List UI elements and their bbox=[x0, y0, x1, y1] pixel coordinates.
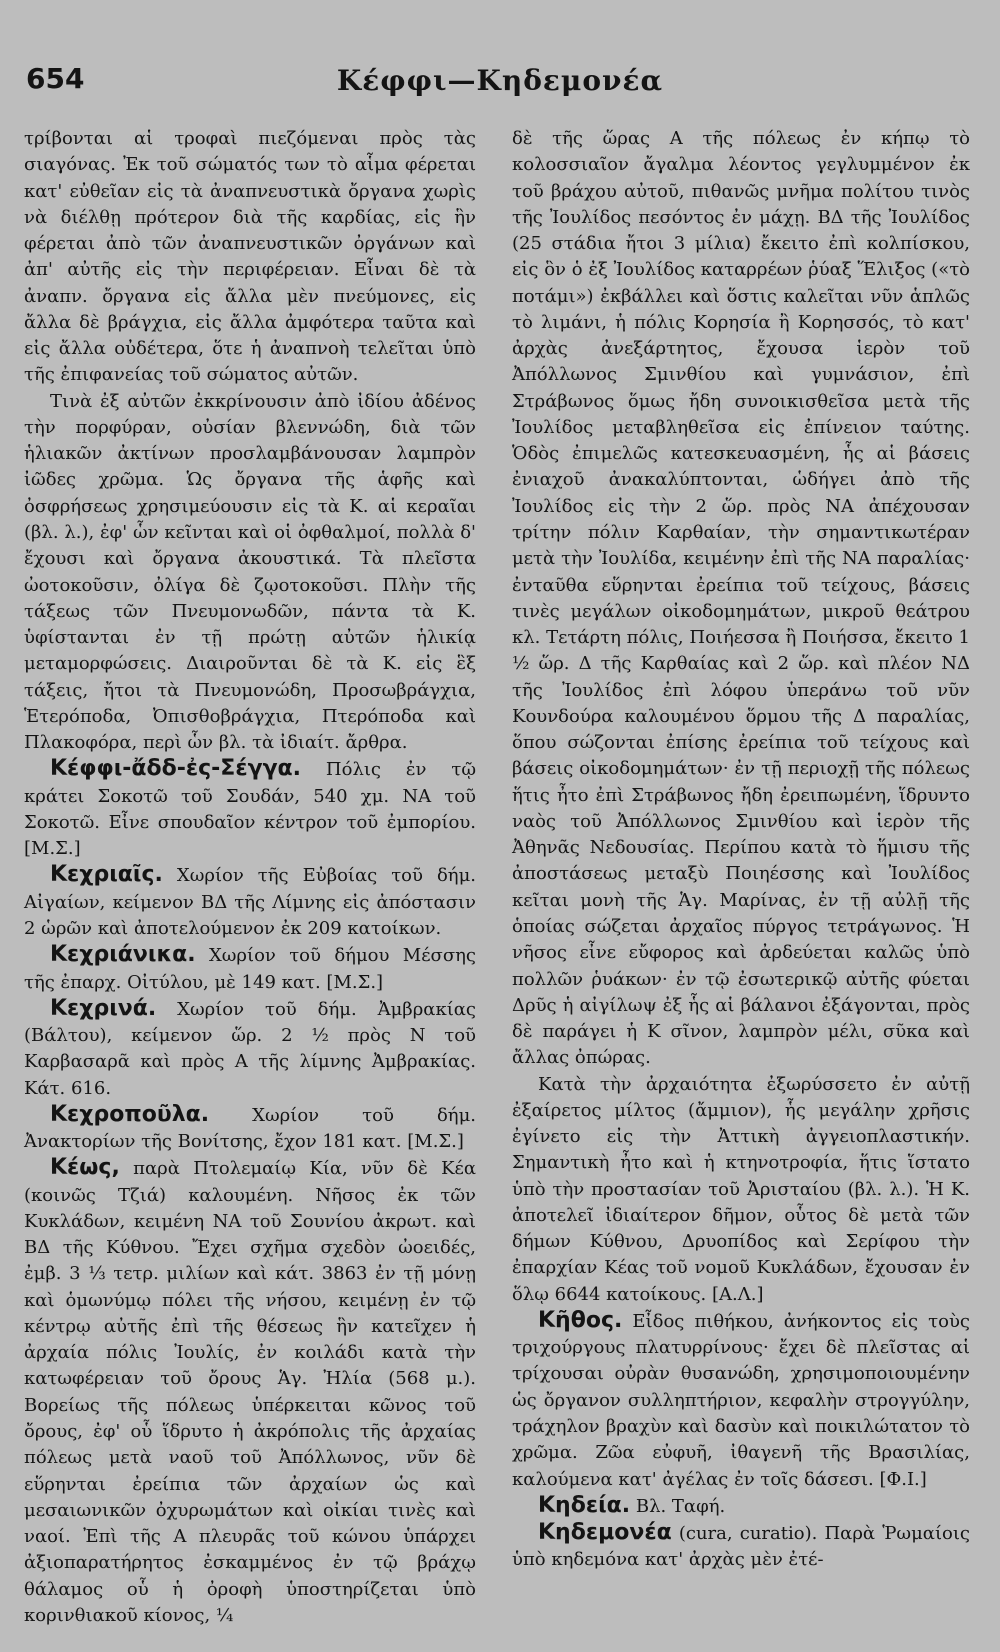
entry-text: Χωρίον τοῦ δήμ. Ἀνακτορίων τῆς Βονίτσης, ἔχον 181 κατ. [Μ.Σ.] bbox=[24, 1104, 476, 1153]
entry-headword: Κέφφι-ἄδδ-ἐς-Σέγγα. bbox=[50, 756, 302, 782]
page-header bbox=[26, 62, 974, 112]
paragraph-text: δὲ τῆς ὥρας Α τῆς πόλεως ἐν κήπῳ τὸ κολοσσιαῖον ἄγαλμα λέοντος γεγλυμμένον ἐκ τοῦ βράχου αὐτοῦ, πιθανῶς μνῆμα πολίτου τινὸς τῆς Ἰουλίδος πεσόντος ἐν μάχῃ. ΒΔ τῆς Ἰουλίδος (25 στάδια ἤτοι 3 μίλια) ἔκειτο ἐπὶ κολπίσκου, εἰς ὃν ὁ ἐξ Ἰουλίδος καταρρέων ῥύαξ Ἕλιξος («τὸ ποτάμι») ἐκβάλλει καὶ ὅστις καλεῖται νῦν ἁπλῶς τὸ λιμάνι, ἡ πόλις Κορησία ἢ Κορησσός, τὸ κατ' ἀρχὰς ἀνεξάρτητος, ἔχουσα ἱερὸν τοῦ Ἀπόλλωνος Σμινθίου καὶ γυμνάσιον, ἐπὶ Στράβωνος ὅμως ἤδη συνοικισθεῖσα μετὰ τῆς Ἰουλίδος μεταβληθεῖσα εἰς ἐπίνειον ταύτης. Ὁδὸς ἐπιμελῶς κατεσκευασμένη, ἧς αἱ βάσεις ἐνιαχοῦ ἀνακαλύπτονται, ὡδήγει ἀπὸ τῆς Ἰουλίδος εἰς τὴν 2 ὥρ. πρὸς ΝΑ ἀπέχουσαν τρίτην πόλιν Καρθαίαν, τὴν σημαντικωτέραν μετὰ τὴν Ἰουλίδα, κειμένην ἐπὶ τῆς ΝΑ παραλίας· ἐνταῦθα εὕρηνται ἐρείπια τοῦ τείχους, βάσεις τινὲς μεγάλων οἰκοδομημάτων, μικροῦ θεάτρου κλ. Τετάρτη πόλις, Ποιήεσσα ἢ Ποιήσσα, ἔκειτο 1 ½ ὥρ. Δ τῆς Καρθαίας καὶ 2 ὥρ. καὶ πλέον ΝΔ τῆς Ἰουλίδος ἐπὶ λόφου ὑπεράνω τοῦ νῦν Κουνδούρα καλουμένου ὅρμου τῆς Δ παραλίας, ὅπου σώζονται ἐπίσης ἐρείπια τοῦ τείχους καὶ βάσεις οἰκοδομημάτων· ἐν τῇ περιοχῇ τῆς πόλεως ἥτις ἦτο ἐπὶ Στράβωνος ἤδη ἐρειπωμένη, ἵδρυντο ναὸς τοῦ Ἀπόλλωνος Σμινθίου καὶ ἱερὸν τῆς Ἀθηνᾶς Νεδουσίας. Περίπου κατὰ τὸ ἥμισυ τῆς ἀποστάσεως μεταξὺ Ποιηέσσης καὶ Ἰουλίδος κεῖται μονὴ τῆς Ἁγ. Μαρίνας, ἐν τῇ αὐλῇ τῆς ὁποίας σώζεται ἀρχαῖος πύργος τετράγωνος. Ἡ νῆσος εἶνε εὔφορος καὶ ἀρδεύεται καλῶς ὑπὸ πολλῶν ῥυάκων· ἐν τῷ ἐσωτερικῷ αὐτῆς φύεται Δρῦς ἡ αἰγίλωψ ἐξ ἧς αἱ βάλανοι ἐξάγονται, πρὸς δὲ παράγει ἡ Κ σῖνον, λαμπρὸν μέλι, σῦκα καὶ ἄλλας ὀπώρας. bbox=[512, 128, 970, 1069]
paragraph bbox=[512, 1072, 970, 1308]
entry-text: Χωρίον τῆς Εὐβοίας τοῦ δήμ. Αἰγαίων, κείμενον ΒΔ τῆς Λίμνης εἰς ἀπόστασιν 2 ὡρῶν καὶ ἀποτελούμενον ἐκ 209 κατοίκων. bbox=[24, 865, 476, 939]
entry-headword: Κέως, bbox=[50, 1155, 120, 1181]
paragraph-text: τρίβονται αἱ τροφαὶ πιεζόμεναι πρὸς τὰς σιαγόνας. Ἐκ τοῦ σώματός των τὸ αἷμα φέρεται κατ' εὐθεῖαν εἰς τὰ ἀναπνευστικὰ ὄργανα χωρὶς νὰ διέλθῃ πρότερον διὰ τῆς καρδίας, εἰς ἣν φέρεται ἀπὸ τῶν ἀναπνευστικῶν ὀργάνων καὶ ἀπ' αὐτῆς εἰς τὴν περιφέρειαν. Εἶναι δὲ τὰ ἀναπν. ὄργανα εἰς ἄλλα μὲν πνεύμονες, εἰς ἄλλα δὲ βράγχια, εἰς ἄλλα ἀμφότερα ταῦτα καὶ εἰς ἄλλα οὐδέτερα, ὅτε ἡ ἀναπνοὴ τελεῖται ὑπὸ τῆς ἐπιφανείας τοῦ σώματος αὐτῶν. bbox=[24, 128, 476, 386]
entry-kedeia bbox=[512, 1493, 970, 1520]
entry-text: (cura, curatio). Παρὰ Ῥωμαίοις ὑπὸ κηδεμόνα κατ' ἀρχὰς μὲν ἐτέ- bbox=[512, 1523, 970, 1571]
running-head: Κέφφι—Κηδεμονέα bbox=[336, 64, 664, 97]
entry-kechrianika bbox=[24, 942, 476, 996]
page-number: 654 bbox=[26, 62, 85, 95]
entry-kefi bbox=[24, 756, 476, 862]
entry-headword: Κηδεία. bbox=[538, 1492, 631, 1518]
paragraph bbox=[24, 126, 476, 389]
entry-text: Εἶδος πιθήκου, ἀνήκοντος εἰς τοὺς τριχούργους πλατυρρίνους· ἔχει δὲ πλεῖστας αἱ τρίχουσαι οὐρὰν θυσανώδη, χρησιμοποιουμένην ὡς ὄργανον συλληπτήριον, κεφαλὴν στρογγύλην, τράχηλον βραχὺν καὶ δασὺν καὶ ποικιλώτατον τὸ χρῶμα. Ζῶα εὐφυῆ, ἰθαγενῆ τῆς Βρασιλίας, καλούμενα κατ' ἀγέλας ἐν τοῖς δάσεσι. [Φ.Ι.] bbox=[512, 1310, 970, 1490]
paragraph-text: Κατὰ τὴν ἀρχαιότητα ἐξωρύσσετο ἐν αὐτῇ ἐξαίρετος μίλτος (ἄμμιον), ἧς μεγάλην χρῆσις ἐγίνετο εἰς τὴν Ἀττικὴ ἀγγειοπλαστικήν. Σημαντικὴ ἦτο καὶ ἡ κτηνοτροφία, ἥτις ἵστατο ὑπὸ τὴν προστασίαν τοῦ Ἀρισταίου (βλ. λ.). Ἡ Κ. ἀποτελεῖ ἰδιαίτερον δῆμον, οὗτος δὲ μετὰ τῶν δήμων Κύθνου, Δρυοπίδος καὶ Σερίφου τὴν ἐπαρχίαν Κέας τοῦ νομοῦ Κυκλάδων, ἔχουσαν ἐν ὅλῳ 6644 κατοίκους. [Α.Λ.] bbox=[512, 1073, 970, 1305]
entry-headword: Κεχροποῦλα. bbox=[50, 1101, 210, 1127]
entry-text: Χωρίον τοῦ δήμ. Ἀμβρακίας (Βάλτου), κείμενον ὥρ. 2 ½ πρὸς Ν τοῦ Καρβασαρᾶ καὶ πρὸς Α τῆς λίμνης Ἀμβρακίας. Κάτ. 616. bbox=[24, 998, 476, 1099]
paragraph-text: Τινὰ ἐξ αὐτῶν ἐκκρίνουσιν ἀπὸ ἰδίου ἀδένος τὴν πορφύραν, οὐσίαν βλεννώδη, διὰ τῶν ἡλιακῶν ἀκτίνων προσλαμβάνουσαν λαμπρὸν ἰῶδες χρῶμα. Ὡς ὄργανα τῆς ἁφῆς καὶ ὀσφρήσεως χρησιμεύουσιν εἰς τὰ Κ. αἱ κεραῖαι (βλ. λ.), ἐφ' ὧν κεῖνται καὶ οἱ ὀφθαλμοί, πολλὰ δ' ἔχουσι καὶ ὄργανα ἀκουστικά. Τὰ πλεῖστα ὠοτοκοῦσιν, ὀλίγα δὲ ζῳοτοκοῦσι. Πλὴν τῆς τάξεως τῶν Πνευμονωδῶν, πάντα τὰ Κ. ὑφίστανται ἐν τῇ πρώτῃ αὐτῶν ἡλικίᾳ μεταμορφώσεις. Διαιροῦνται δὲ τὰ Κ. εἰς ἓξ τάξεις, ἤτοι τὰ Πνευμονώδη, Προσωβράγχια, Ἑτερόποδα, Ὀπισθοβράγχια, Πτερόποδα καὶ Πλακοφόρα, περὶ ὧν βλ. τὰ ἰδιαίτ. ἄρθρα. bbox=[24, 390, 476, 754]
entry-kechrina bbox=[24, 996, 476, 1102]
paragraph bbox=[24, 389, 476, 757]
entry-text: Βλ. Ταφή. bbox=[630, 1495, 726, 1517]
right-column bbox=[512, 126, 970, 1574]
entry-headword: Κηδεμονέα bbox=[538, 1520, 672, 1546]
entry-headword: Κῆθος. bbox=[538, 1307, 623, 1333]
entry-keos bbox=[24, 1155, 476, 1629]
entry-kechropoula bbox=[24, 1102, 476, 1156]
left-column bbox=[24, 126, 476, 1629]
entry-text: παρὰ Πτολεμαίῳ Κία, νῦν δὲ Κέα (κοινῶς Τζιά) καλουμένη. Νῆσος ἐκ τῶν Κυκλάδων, κειμένη ΝΑ τοῦ Σουνίου ἀκρωτ. καὶ ΒΔ τῆς Κύθνου. Ἔχει σχῆμα σχεδὸν ὠοειδές, ἐμβ. 3 ⅓ τετρ. μιλίων καὶ κάτ. 3863 ἐν τῇ μόνῃ καὶ ὁμωνύμῳ πόλει τῆς νήσου, κειμένῃ ἐν τῷ κέντρῳ αὐτῆς ἐπὶ τῆς θέσεως ἣν κατεῖχεν ἡ ἀρχαία πόλις Ἰουλίς, ἐν κοιλάδι κατὰ τὴν κατωφέρειαν τοῦ ὄρους Ἁγ. Ἠλία (568 μ.). Βορείως τῆς πόλεως ὑπέρκειται κῶνος τοῦ ὄρους, ἐφ' οὗ ἵδρυτο ἡ ἀκρόπολις τῆς ἀρχαίας πόλεως μετὰ ναοῦ τοῦ Ἀπόλλωνος, νῦν δὲ εὕρηνται ἐρείπια τῶν ἀρχαίων ὡς καὶ μεσαιωνικῶν ὀχυρωμάτων καὶ οἰκίαι τινὲς καὶ ναοί. Ἐπὶ τῆς Α πλευρᾶς τοῦ κώνου ὑπάρχει ἀξιοπαρατήρητος ἐσκαμμένος ἐν τῷ βράχῳ θάλαμος οὗ ἡ ὀροφὴ ὑποστηρίζεται ὑπὸ κορινθιακοῦ κίονος, ¼ bbox=[24, 1158, 476, 1626]
entry-kethos bbox=[512, 1308, 970, 1493]
entry-text: Χωρίον τοῦ δήμου Μέσσης τῆς ἐπαρχ. Οἰτύλου, μὲ 149 κατ. [Μ.Σ.] bbox=[24, 945, 476, 993]
entry-kedemonia bbox=[512, 1520, 970, 1574]
entry-text: Πόλις ἐν τῷ κράτει Σοκοτῶ τοῦ Σουδάν, 540 χμ. ΝΑ τοῦ Σοκοτῶ. Εἶνε σπουδαῖον κέντρον τοῦ ἐμπορίου. [Μ.Σ.] bbox=[24, 759, 476, 860]
entry-headword: Κεχρινά. bbox=[50, 995, 157, 1021]
entry-headword: Κεχριαῖς. bbox=[50, 862, 163, 888]
entry-headword: Κεχριάνικα. bbox=[50, 942, 196, 968]
paragraph bbox=[512, 126, 970, 1072]
entry-kechriais bbox=[24, 862, 476, 942]
